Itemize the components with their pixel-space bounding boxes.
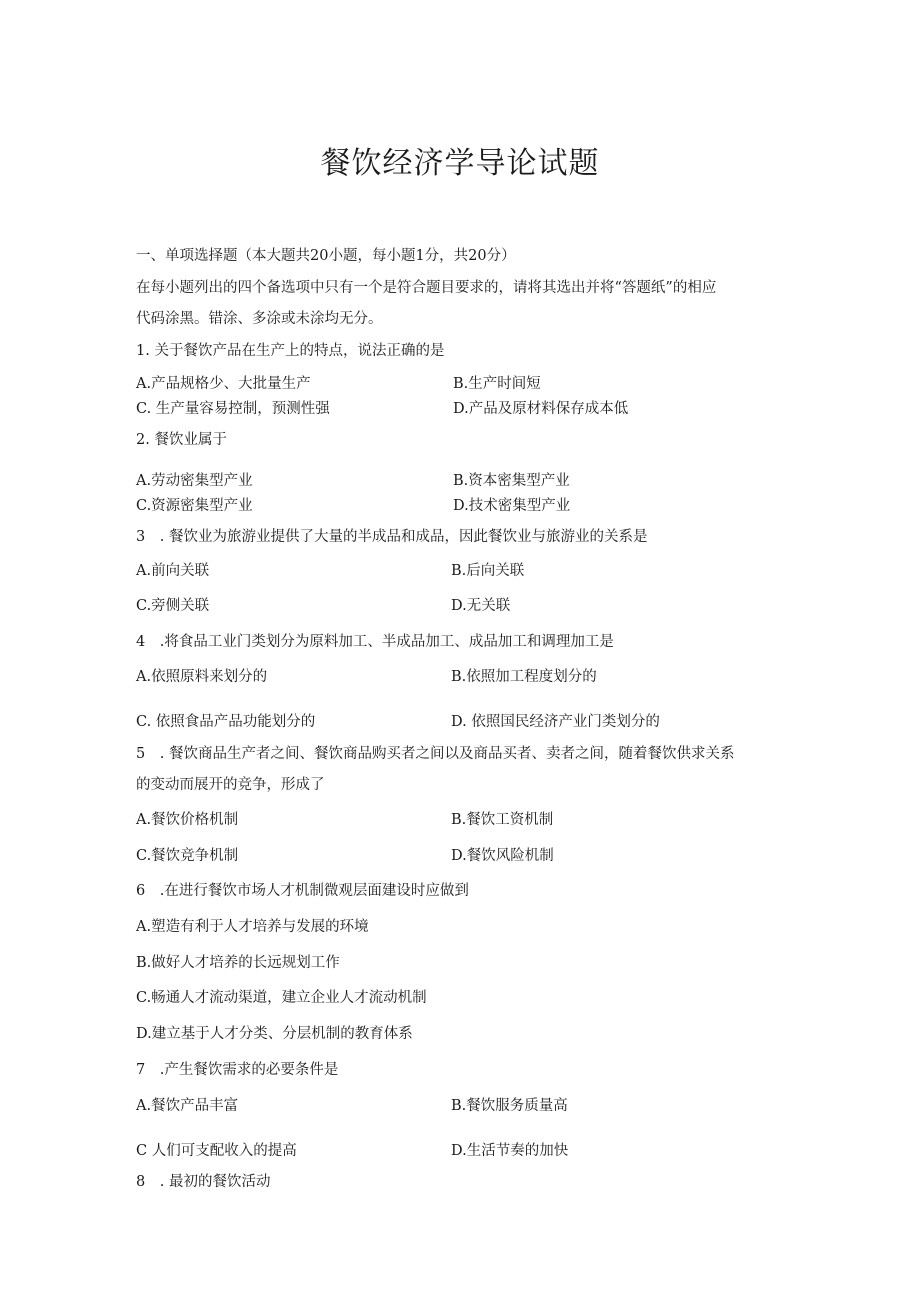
question-6-option-d: D.建立基于人才分类、分层机制的教育体系 xyxy=(136,1026,413,1042)
question-4-option-d: D. 依照国民经济产业门类划分的 xyxy=(451,714,660,730)
question-2-option-d: D.技术密集型产业 xyxy=(453,498,571,514)
question-6-stem: 6 .在进行餐饮市场人才机制微观层面建设时应做到 xyxy=(136,883,469,899)
question-1-option-c: C. 生产量容易控制，预测性强 xyxy=(136,401,330,417)
question-6-option-b: B.做好人才培养的长远规划工作 xyxy=(136,955,340,971)
question-3-option-c: C.旁侧关联 xyxy=(136,598,210,614)
question-7-option-d: D.生活节奏的加快 xyxy=(451,1143,569,1159)
question-2-option-a: A.劳动密集型产业 xyxy=(136,473,253,489)
question-1-stem: 1. 关于餐饮产品在生产上的特点，说法正确的是 xyxy=(136,343,445,359)
question-7-stem: 7 .产生餐饮需求的必要条件是 xyxy=(136,1062,339,1078)
question-3-option-a: A.前向关联 xyxy=(136,563,210,579)
question-7-option-c: C 人们可支配收入的提高 xyxy=(136,1143,297,1159)
question-3-option-b: B.后向关联 xyxy=(451,563,525,579)
question-4-stem: 4 .将食品工业门类划分为原料加工、半成品加工、成品加工和调理加工是 xyxy=(136,634,614,650)
section-heading: 一、单项选择题（本大题共20小题，每小题1分，共20分） xyxy=(136,248,516,264)
question-1-option-b: B.生产时间短 xyxy=(453,376,541,392)
question-5-option-c: C.餐饮竞争机制 xyxy=(136,848,239,864)
question-1-option-a: A.产品规格少、大批量生产 xyxy=(136,376,311,392)
question-3-option-d: D.无关联 xyxy=(451,598,511,614)
instruction-line-1: 在每小题列出的四个备选项中只有一个是符合题目要求的，请将其选出并将“答题纸”的相应 xyxy=(136,280,717,296)
question-2-stem: 2. 餐饮业属于 xyxy=(136,432,227,448)
question-8-stem: 8 . 最初的餐饮活动 xyxy=(136,1174,271,1190)
instruction-line-2: 代码涂黑。错涂、多涂或未涂均无分。 xyxy=(136,311,383,327)
question-2-option-b: B.资本密集型产业 xyxy=(453,473,570,489)
question-5-option-a: A.餐饮价格机制 xyxy=(136,812,239,828)
question-4-option-a: A.依照原料来划分的 xyxy=(136,669,268,685)
question-7-option-b: B.餐饮服务质量高 xyxy=(451,1098,568,1114)
question-6-option-c: C.畅通人才流动渠道，建立企业人才流动机制 xyxy=(136,990,427,1006)
question-6-option-a: A.塑造有利于人才培养与发展的环境 xyxy=(136,919,369,935)
page-title: 餐饮经济学导论试题 xyxy=(320,146,600,181)
question-5-option-b: B.餐饮工资机制 xyxy=(451,812,554,828)
question-4-option-b: B.依照加工程度划分的 xyxy=(451,669,597,685)
question-2-option-c: C.资源密集型产业 xyxy=(136,498,253,514)
question-4-option-c: C. 依照食品产品功能划分的 xyxy=(136,714,316,730)
question-3-stem: 3 . 餐饮业为旅游业提供了大量的半成品和成品，因此餐饮业与旅游业的关系是 xyxy=(136,529,648,545)
question-5-stem-line-1: 5 . 餐饮商品生产者之间、餐饮商品购买者之间以及商品买者、卖者之间，随着餐饮供求关系 xyxy=(136,746,735,762)
question-5-option-d: D.餐饮风险机制 xyxy=(451,848,554,864)
question-5-stem-line-2: 的变动而展开的竞争，形成了 xyxy=(136,777,325,793)
question-7-option-a: A.餐饮产品丰富 xyxy=(136,1098,239,1114)
question-1-option-d: D.产品及原材料保存成本低 xyxy=(453,401,629,417)
